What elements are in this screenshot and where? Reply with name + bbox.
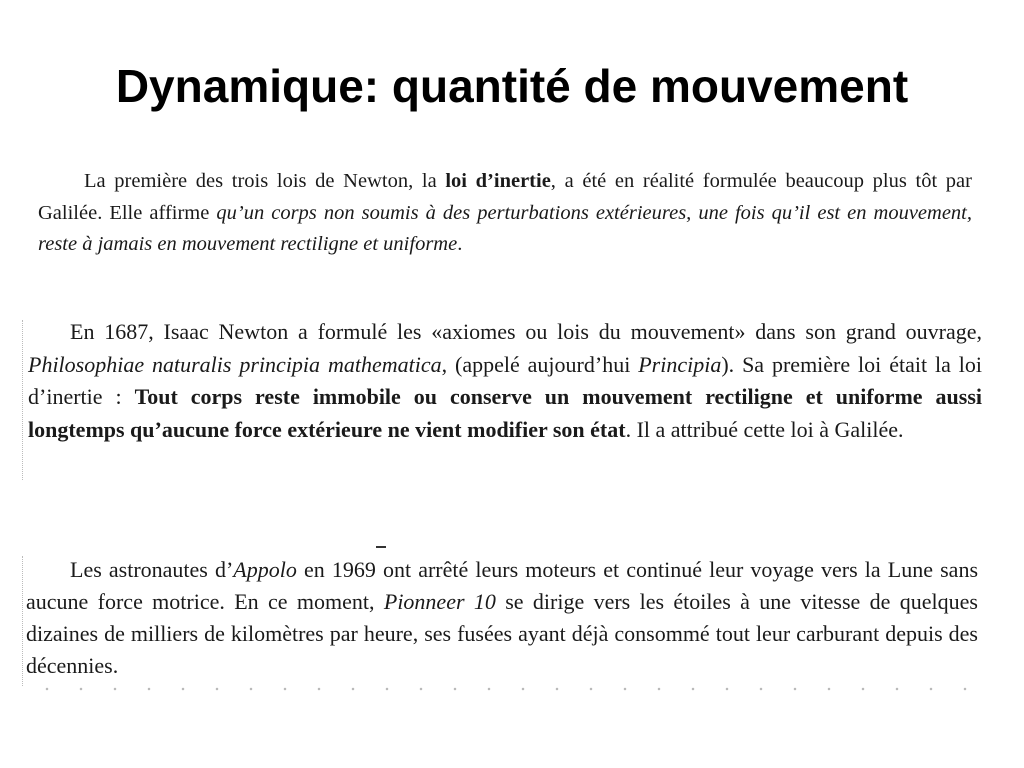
- text-run: La première des trois lois de Newton, la: [84, 170, 446, 192]
- text-run: . Il a attribué cette loi à Galilée.: [625, 416, 904, 442]
- paragraph-newton-principia: [28, 316, 982, 446]
- text-run: , (appelé aujourd’hui: [441, 351, 639, 377]
- italic-quote-galileo: qu’un corps non soumis à des perturbations extérieures, une fois qu’il est en mouvement, reste à jamais en mouvement rectiligne et uniforme: [38, 201, 973, 255]
- paragraph-apollo-pioneer: [26, 554, 978, 682]
- scan-excerpt-inertia-law: [38, 166, 972, 261]
- text-run: en 1969 ont arrêté leurs moteurs et continué leur voyage vers la Lune sans aucune force motrice. En ce moment,: [26, 557, 979, 614]
- text-run: ). Sa première loi était la loi d’inertie :: [28, 351, 982, 409]
- scan-edge-marks: [22, 320, 27, 480]
- bold-first-law-statement: Tout corps reste immobile ou conserve un mouvement rectiligne et uniforme aussi longtemps qu’aucune force extérieure ne vient modifier son état: [28, 384, 982, 442]
- italic-pionneer: Pionneer 10: [383, 589, 496, 614]
- scan-cut-line: [30, 687, 970, 691]
- slide-title: Dynamique: quantité de mouvement: [115, 59, 909, 112]
- scan-excerpt-astronauts: [26, 554, 978, 682]
- text-run: En 1687, Isaac Newton a formulé les «axiomes ou lois du mouvement» dans son grand ouvrage,: [70, 319, 982, 344]
- text-run: , a été en réalité formulée beaucoup plus tôt par Galilée. Elle affirme: [38, 170, 972, 224]
- text-run: Les astronautes d’: [70, 557, 234, 582]
- scan-excerpt-newton-principia: [28, 316, 982, 446]
- text-run: se dirige vers les étoiles à une vitesse de quelques dizaines de milliers de kilomètres par heure, ses fusées ayant déjà consommé tout leur carburant depuis des décennies.: [26, 589, 978, 678]
- text-run: .: [457, 233, 463, 255]
- italic-book-title: Philosophiae naturalis principia mathematica: [28, 351, 442, 377]
- bold-term-inertia-law: loi d’inertie: [445, 170, 551, 192]
- italic-principia: Principia: [638, 351, 722, 377]
- italic-appolo: Appolo: [233, 557, 297, 582]
- scan-dash-mark: [376, 546, 386, 548]
- paragraph-inertia-galileo: [38, 166, 972, 261]
